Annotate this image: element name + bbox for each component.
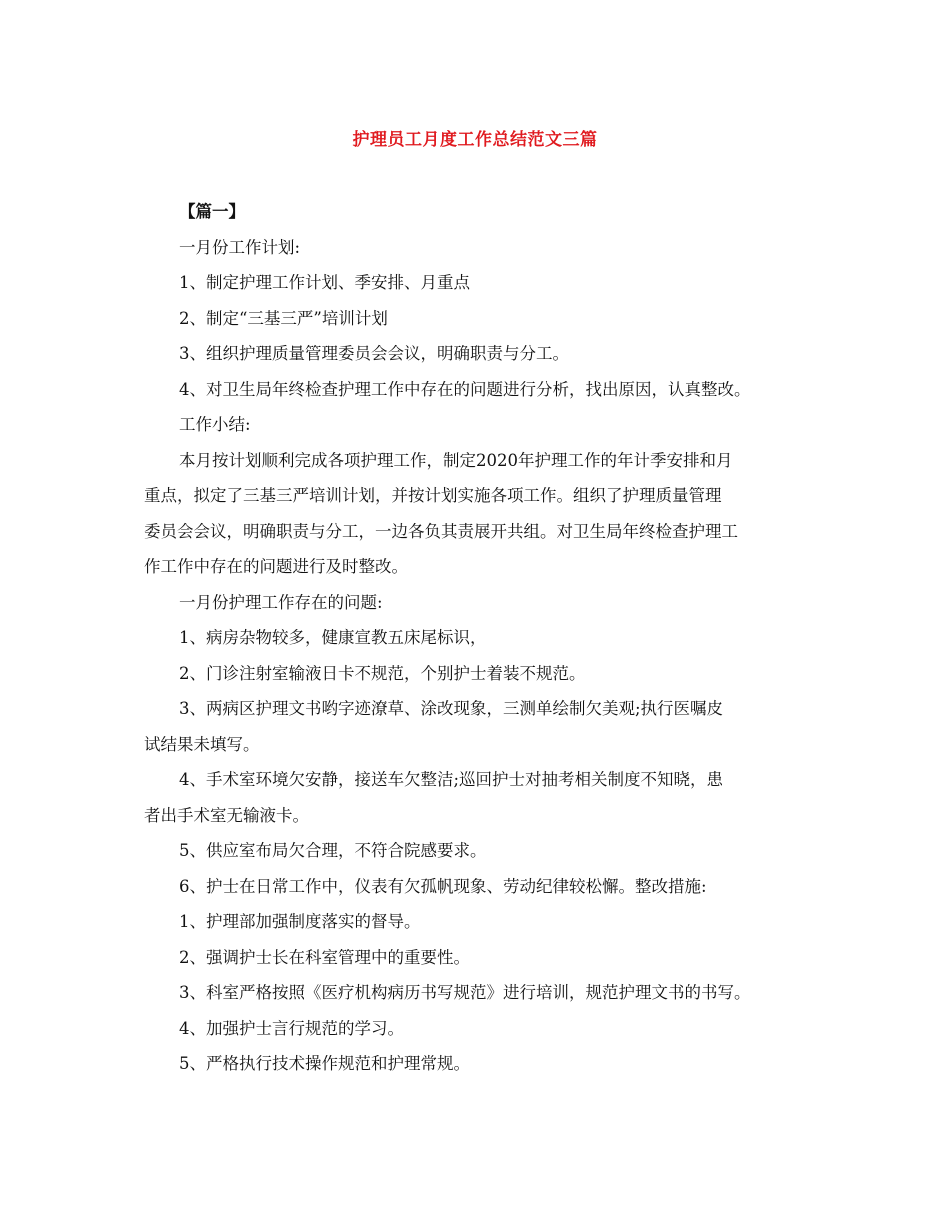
- paragraph-line: 5、供应室布局欠合理，不符合院感要求。: [179, 841, 487, 860]
- document-body: [144, 194, 824, 1082]
- paragraph-line: 6、护士在日常工作中，仪表有欠孤帆现象、劳动纪律较松懈。整改措施:: [179, 876, 707, 896]
- paragraph-line: 委员会会议，明确职责与分工，一边各负其责展开共组。对卫生局年终检查护理工: [144, 521, 738, 541]
- paragraph-line: 3、科室严格按照《医疗机构病历书写规范》进行培训，规范护理文书的书写。: [179, 983, 751, 1002]
- paragraph-line: 一月份护理工作存在的问题:: [179, 592, 383, 612]
- paragraph-line: 试结果未填写。: [144, 734, 260, 754]
- paragraph-line: 2、强调护士长在科室管理中的重要性。: [179, 947, 470, 967]
- paragraph-line: 4、加强护士言行规范的学习。: [179, 1018, 404, 1038]
- paragraph-line: 2、制定“三基三严”培训计划: [179, 308, 388, 328]
- paragraph-line: 2、门诊注射室输液日卡不规范，个别护士着装不规范。: [179, 663, 586, 683]
- paragraph-line: 4、手术室环境欠安静，接送车欠整洁;巡回护士对抽考相关制度不知晓，患: [179, 770, 724, 789]
- paragraph-line: 4、对卫生局年终检查护理工作中存在的问题进行分析，找出原因，认真整改。: [179, 379, 751, 399]
- paragraph-line: 1、制定护理工作计划、季安排、月重点: [179, 273, 470, 292]
- paragraph-line: 3、组织护理质量管理委员会会议，明确职责与分工。: [179, 344, 569, 363]
- paragraph-line: 1、护理部加强制度落实的督导。: [179, 912, 421, 931]
- document-title: 护理员工月度工作总结范文三篇: [352, 130, 598, 150]
- paragraph-line: 5、严格执行技术操作规范和护理常规。: [179, 1054, 470, 1073]
- paragraph-line: 1、病房杂物较多，健康宣教五床尾标识，: [179, 628, 487, 647]
- paragraph-line: 本月按计划顺利完成各项护理工作，制定2020年护理工作的年计季安排和月: [179, 450, 733, 470]
- paragraph-line: 3、两病区护理文书哟字迹潦草、涂改现象，三测单绘制欠美观;执行医嘱皮: [179, 699, 724, 718]
- paragraph-line: 作工作中存在的问题进行及时整改。: [144, 557, 408, 576]
- paragraph-line: 工作小结:: [179, 415, 251, 434]
- paragraph-line: 一月份工作计划:: [179, 237, 301, 257]
- section-heading: 【篇一】: [179, 202, 245, 221]
- paragraph-line: 重点，拟定了三基三严培训计划，并按计划实施各项工作。组织了护理质量管理: [144, 486, 722, 505]
- paragraph-line: 者出手术室无输液卡。: [144, 805, 309, 825]
